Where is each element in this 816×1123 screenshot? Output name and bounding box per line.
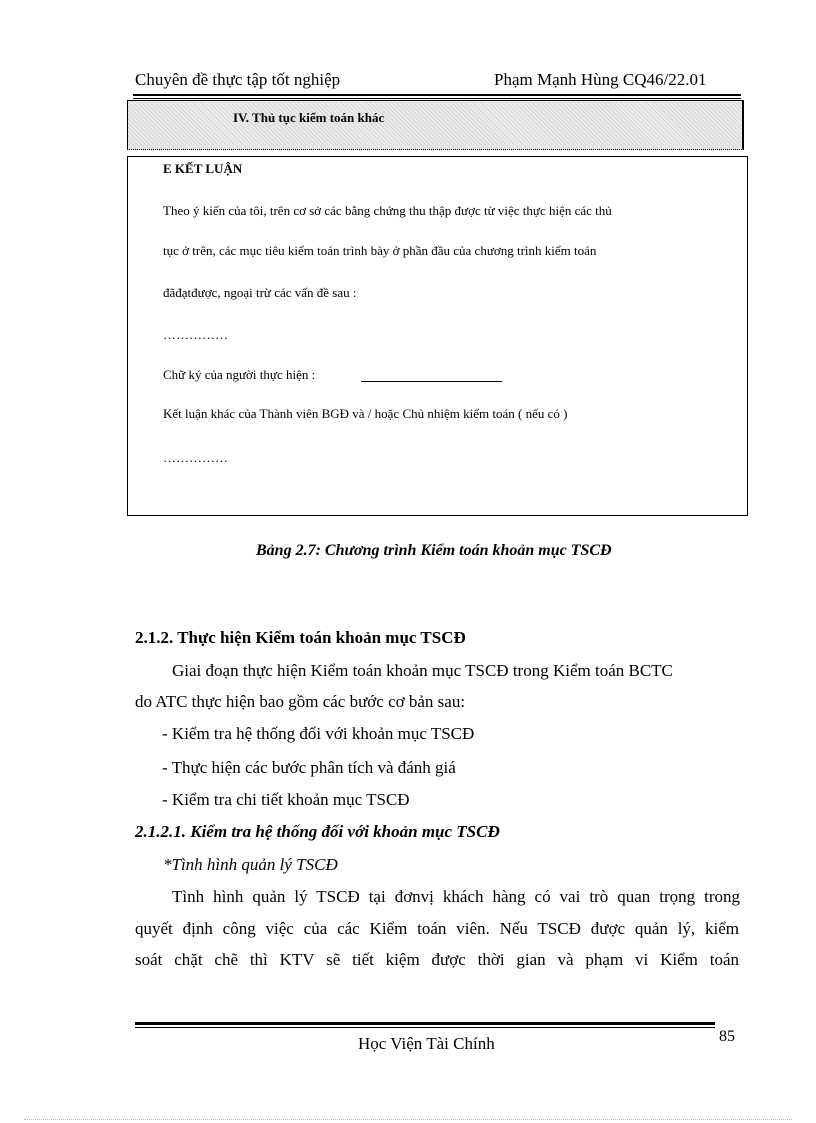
signature-label: Chữ ký của người thực hiện : xyxy=(163,367,316,382)
footer-rule-thin xyxy=(135,1027,715,1028)
page-number: 85 xyxy=(719,1028,735,1045)
procedures-title: IV. Thủ tục kiểm toán khác xyxy=(233,110,385,125)
section-heading: 2.1.2. Thực hiện Kiểm toán khoản mục TSCĐ xyxy=(135,628,466,647)
conclusion-line-1: Theo ý kiến của tôi, trên cơ sở các bằng chứng thu thập được từ việc thực hiện các thủ xyxy=(163,203,612,218)
paragraph-2-line-2: quyết định công việc của các Kiểm toán viên. Nếu TSCĐ được quản lý, kiểm xyxy=(135,919,739,938)
conclusion-line-3: đãđạtđược, ngoại trừ các vấn đề sau : xyxy=(163,285,357,300)
paragraph-2-line-3: soát chặt chẽ thì KTV sẽ tiết kiệm được thời gian và phạm vi Kiểm toán xyxy=(135,950,739,969)
header-rule xyxy=(133,94,741,96)
page-bottom-divider xyxy=(24,1119,792,1120)
footer-institution: Học Viện Tài Chính xyxy=(358,1034,495,1053)
other-conclusion: Kết luận khác của Thành viên BGĐ và / hoặc Chủ nhiệm kiểm toán ( nếu có ) xyxy=(163,406,568,421)
conclusion-dots-1: …………… xyxy=(163,327,228,342)
paragraph-2-line-1: Tình hình quản lý TSCĐ tại đơnvị khách hàng có vai trò quan trọng trong xyxy=(172,887,740,906)
paragraph-1-line-2: do ATC thực hiện bao gồm các bước cơ bản sau: xyxy=(135,692,466,711)
conclusion-dots-2: …………… xyxy=(163,450,228,465)
table-caption: Bảng 2.7: Chương trình Kiểm toán khoản mục TSCĐ xyxy=(256,542,612,559)
header-rule-thin xyxy=(133,98,741,99)
header-title: Chuyên đề thực tập tốt nghiệp xyxy=(135,70,341,89)
list-item: - Kiểm tra hệ thống đối với khoản mục TSCĐ xyxy=(162,724,475,743)
italic-subtitle: *Tình hình quản lý TSCĐ xyxy=(163,855,338,874)
subsection-heading: 2.1.2.1. Kiểm tra hệ thống đối với khoản mục TSCĐ xyxy=(135,822,500,841)
list-item: - Thực hiện các bước phân tích và đánh giá xyxy=(162,758,456,777)
conclusion-heading: E KẾT LUẬN xyxy=(163,161,243,176)
conclusion-line-2: tục ở trên, các mục tiêu kiểm toán trình bày ở phần đầu của chương trình kiểm toán xyxy=(163,243,597,258)
list-item: - Kiểm tra chi tiết khoản mục TSCĐ xyxy=(162,790,410,809)
header-author: Phạm Mạnh Hùng CQ46/22.01 xyxy=(494,70,707,89)
procedures-shaded-box xyxy=(127,100,744,150)
signature-line xyxy=(361,381,502,382)
paragraph-1-line-1: Giai đoạn thực hiện Kiểm toán khoản mục TSCĐ trong Kiểm toán BCTC xyxy=(172,661,673,680)
footer-rule xyxy=(135,1022,715,1025)
